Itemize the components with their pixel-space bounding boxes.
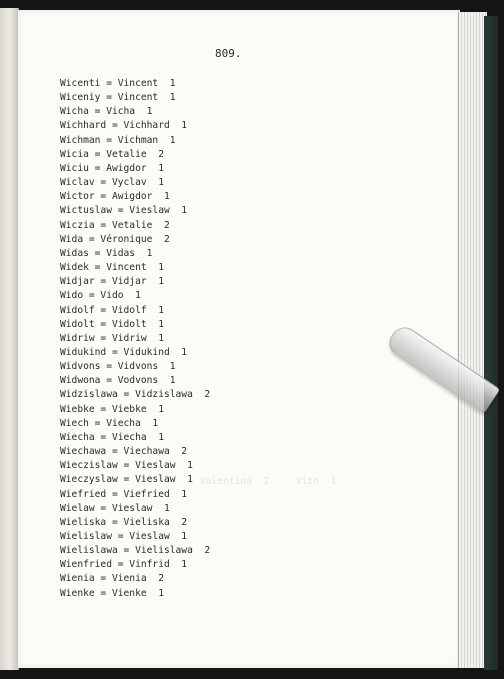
list-item: Wida = Véronique 2	[60, 233, 170, 245]
list-item: Wichman = Vichman 1	[60, 134, 176, 146]
list-item: Wienke = Vienke 1	[60, 587, 164, 599]
list-item: Wicia = Vetalie 2	[60, 148, 164, 160]
book-cover-edge	[484, 16, 498, 670]
list-item: Wiclav = Vyclav 1	[60, 177, 164, 189]
list-item: Wido = Vido 1	[60, 290, 141, 302]
name-entry-list	[60, 77, 210, 601]
left-page-edge	[0, 8, 19, 670]
page-stack-edge	[458, 12, 487, 668]
list-item: Wiecha = Viecha 1	[60, 431, 164, 443]
list-item: Widwona = Vodvons 1	[60, 375, 176, 387]
list-item: Wieliska = Vieliska 2	[60, 516, 188, 528]
list-item: Wieczislaw = Vieslaw 1	[60, 460, 193, 472]
page-number: 809.	[215, 47, 242, 60]
list-item: Widvons = Vidvons 1	[60, 361, 176, 373]
list-item: Widukind = Vidukind 1	[60, 346, 188, 358]
list-item: Wictor = Awigdor 1	[60, 191, 170, 203]
list-item: Widolt = Vidolt 1	[60, 318, 164, 330]
list-item: Widek = Vincent 1	[60, 262, 164, 274]
list-item: Wielaw = Vieslaw 1	[60, 502, 170, 514]
list-item: Wiech = Viecha 1	[60, 417, 159, 429]
list-item: Wiechawa = Viechawa 2	[60, 446, 188, 458]
list-item: Wienia = Vienia 2	[60, 573, 164, 585]
list-item: Wienfried = Vinfrid 1	[60, 559, 188, 571]
list-item: Wiczia = Vetalie 2	[60, 219, 170, 231]
list-item: Wiefried = Viefried 1	[60, 488, 188, 500]
list-item: Wicha = Vicha 1	[60, 106, 153, 118]
list-item: Wiciu = Awigdor 1	[60, 162, 164, 174]
list-item: Wieczyslaw = Vieslaw 1	[60, 474, 193, 486]
list-item: Wielislaw = Vieslaw 1	[60, 531, 188, 542]
list-item: Widriw = Vidriw 1	[60, 332, 164, 344]
list-item: Wictuslaw = Vieslaw 1	[60, 205, 188, 217]
list-item: Wichhard = Vichhard 1	[60, 120, 188, 132]
list-item: Widzislawa = Vidzislawa 2	[60, 389, 211, 401]
list-item: Widolf = Vidolf 1	[60, 304, 164, 316]
list-item: Widjar = Vidjar 1	[60, 276, 164, 288]
list-item: Widas = Vidas 1	[60, 247, 153, 259]
list-item: Wicenti = Vincent 1	[60, 78, 176, 89]
show-through-text: Valentina 2	[200, 476, 270, 487]
list-item: Wiceniy = Vincent 1	[60, 92, 176, 104]
list-item: Wiebke = Viebke 1	[60, 403, 164, 415]
show-through-text: Vito 1	[296, 476, 337, 487]
list-item: Wielislawa = Vielislawa 2	[60, 545, 211, 557]
